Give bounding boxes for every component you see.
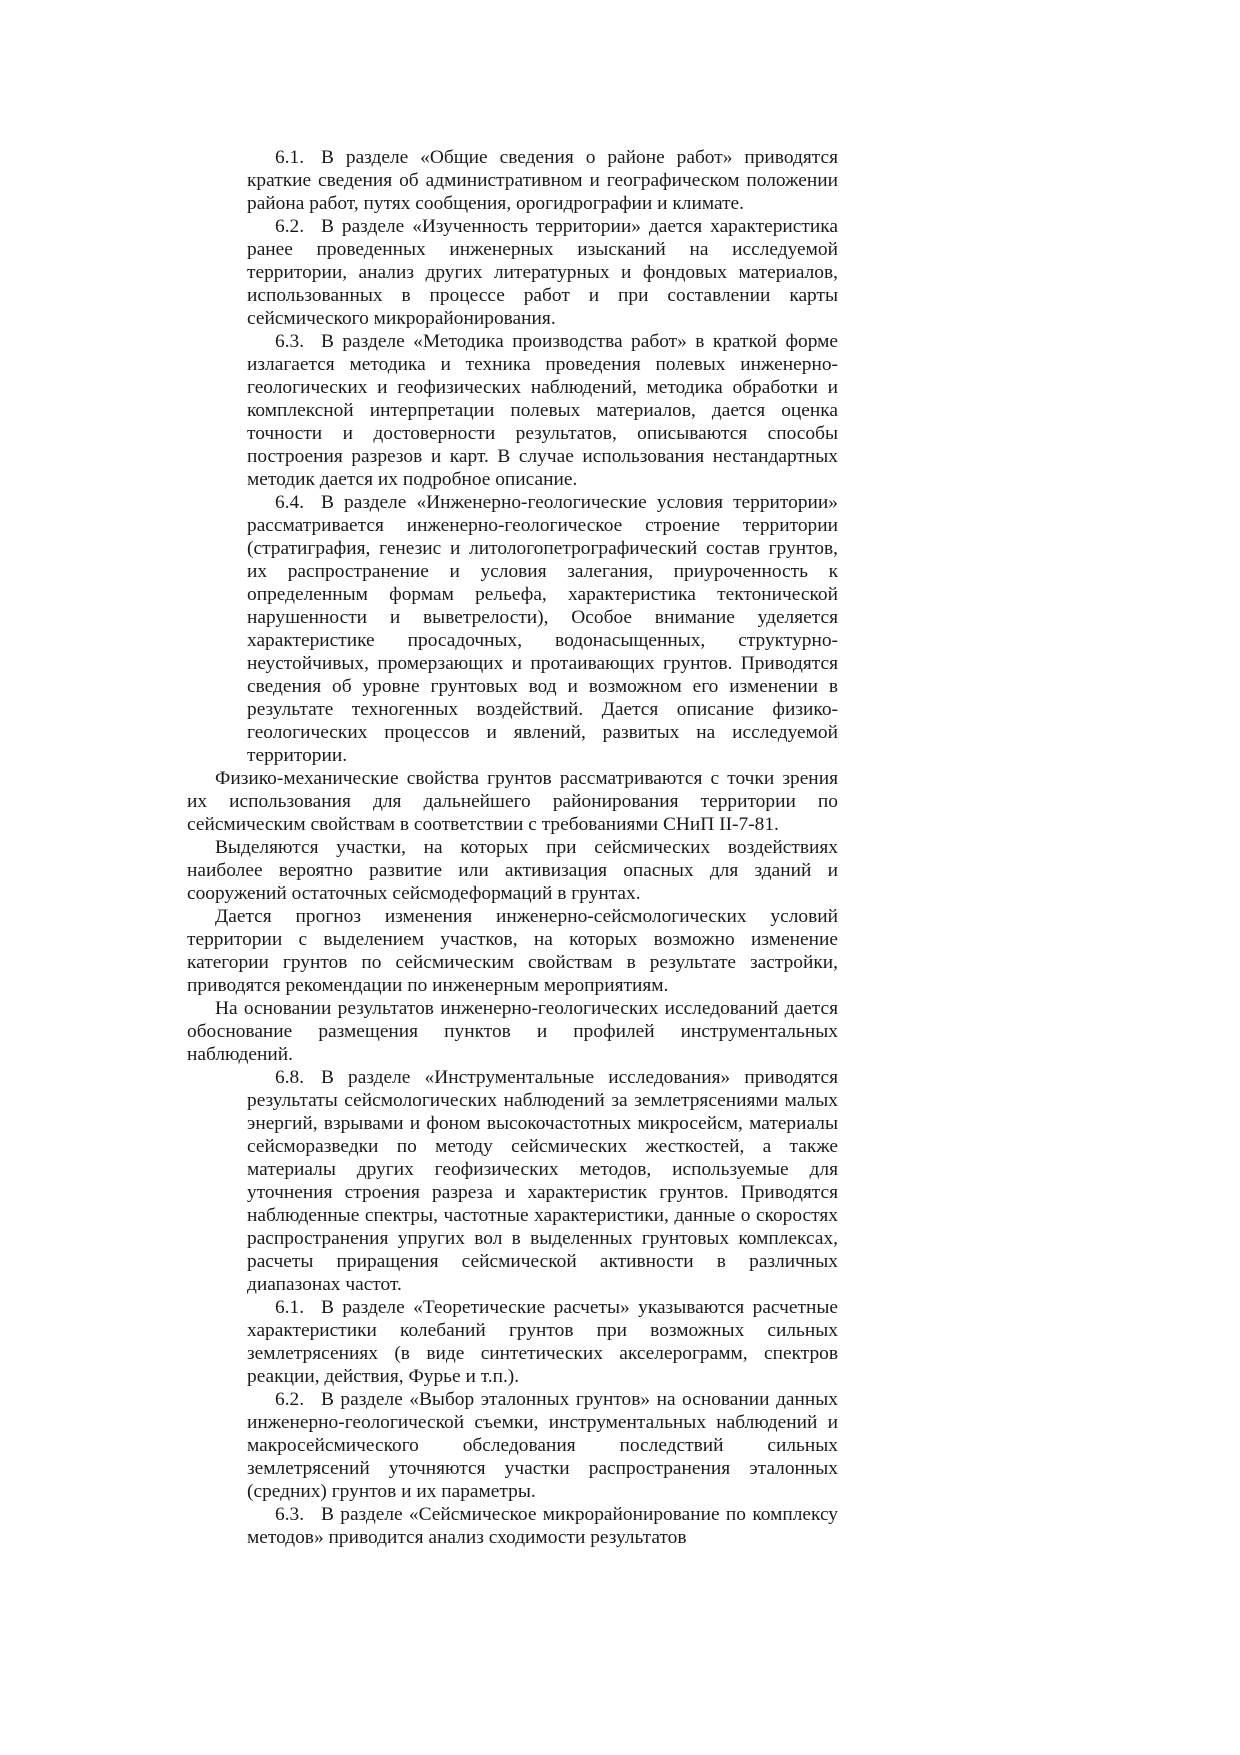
list-item-6-1-theoretical bbox=[247, 1296, 838, 1388]
item-text: В разделе «Инструментальные исследования» приводятся результаты сейсмологических наблюдений за землетрясениями малых энергий, взрывами и фоном высокочастотных микросейсм, материалы сейсморазведки по методу сейсмических жесткостей, а также материалы других геофизических методов, используемые для уточнения строения разреза и характеристик грунтов. Приводятся наблюденные спектры, частотные характеристики, данные о скоростях распространения упругих вол в выделенных грунтовых комплексах, расчеты приращения сейсмической активности в различных диапазонах частот. bbox=[247, 1067, 838, 1295]
item-text: В разделе «Выбор эталонных грунтов» на основании данных инженерно-геологической съемки, инструментальных наблюдений и макросейсмического обследования последствий сильных землетрясений уточняются участки распространения эталонных (средних) грунтов и их параметры. bbox=[247, 1389, 838, 1502]
item-number: 6.3. bbox=[275, 331, 305, 352]
list-item-6-2-reference-soils bbox=[247, 1388, 838, 1503]
document-page bbox=[187, 146, 838, 1549]
paragraph-instrumental-basis: На основании результатов инженерно-геологических исследований дается обоснование размещения пунктов и профилей инструментальных наблюдений. bbox=[187, 998, 838, 1065]
list-item-6-1 bbox=[247, 146, 838, 215]
item-text: В разделе «Общие сведения о районе работ» приводятся краткие сведения об административном и географическом положении района работ, путях сообщения, орогидрографии и климате. bbox=[247, 147, 838, 214]
item-number: 6.8. bbox=[275, 1067, 305, 1088]
paragraph-forecast: Дается прогноз изменения инженерно-сейсмологических условий территории с выделением участков, на которых возможно изменение категории грунтов по сейсмическим свойствам в результате застройки, приводятся рекомендации по инженерным мероприятиям. bbox=[187, 906, 838, 996]
item-number: 6.4. bbox=[275, 492, 305, 513]
item-text: В разделе «Изученность территории» дается характеристика ранее проведенных инженерных изысканий на исследуемой территории, анализ других литературных и фондовых материалов, использованных в процессе работ и при составлении карты сейсмического микрорайонирования. bbox=[247, 216, 838, 329]
item-number: 6.2. bbox=[275, 216, 305, 237]
item-text: В разделе «Сейсмическое микрорайонирование по комплексу методов» приводится анализ сходимости результатов bbox=[247, 1504, 838, 1548]
paragraph-physical-properties: Физико-механические свойства грунтов рассматриваются с точки зрения их использования для дальнейшего районирования территории по сейсмическим свойствам в соответствии с требованиями СНиП II-7-81. bbox=[187, 768, 838, 835]
list-item-6-4 bbox=[247, 491, 838, 767]
item-text: В разделе «Инженерно-геологические условия территории» рассматривается инженерно-геологическое строение территории (стратиграфия, генезис и литологопетрографический состав грунтов, их распространение и условия залегания, приуроченность к определенным формам рельефа, характеристика тектонической нарушенности и выветрелости), Особое внимание уделяется характеристике просадочных, водонасыщенных, структурно-неустойчивых, промерзающих и протаивающих грунтов. Приводятся сведения об уровне грунтовых вод и возможном его изменении в результате техногенных воздействий. Дается описание физико-геологических процессов и явлений, развитых на исследуемой территории. bbox=[247, 492, 838, 766]
item-number: 6.3. bbox=[275, 1504, 305, 1525]
list-item-6-3 bbox=[247, 330, 838, 491]
paragraph-residual-deformations: Выделяются участки, на которых при сейсмических воздействиях наиболее вероятно развитие или активизация опасных для зданий и сооружений остаточных сейсмодеформаций в грунтах. bbox=[187, 837, 838, 904]
list-item-6-2 bbox=[247, 215, 838, 330]
item-number: 6.1. bbox=[275, 147, 305, 168]
item-text: В разделе «Методика производства работ» в краткой форме излагается методика и техника проведения полевых инженерно-геологических и геофизических наблюдений, методика обработки и комплексной интерпретации полевых материалов, дается оценка точности и достоверности результатов, описываются способы построения разрезов и карт. В случае использования нестандартных методик дается их подробное описание. bbox=[247, 331, 838, 490]
list-item-6-3-microzoning bbox=[247, 1503, 838, 1549]
item-number: 6.1. bbox=[275, 1297, 305, 1318]
list-item-6-8 bbox=[247, 1066, 838, 1296]
item-text: В разделе «Теоретические расчеты» указываются расчетные характеристики колебаний грунтов при возможных сильных землетрясениях (в виде синтетических акселерограмм, спектров реакции, действия, Фурье и т.п.). bbox=[247, 1297, 838, 1387]
item-number: 6.2. bbox=[275, 1389, 305, 1410]
